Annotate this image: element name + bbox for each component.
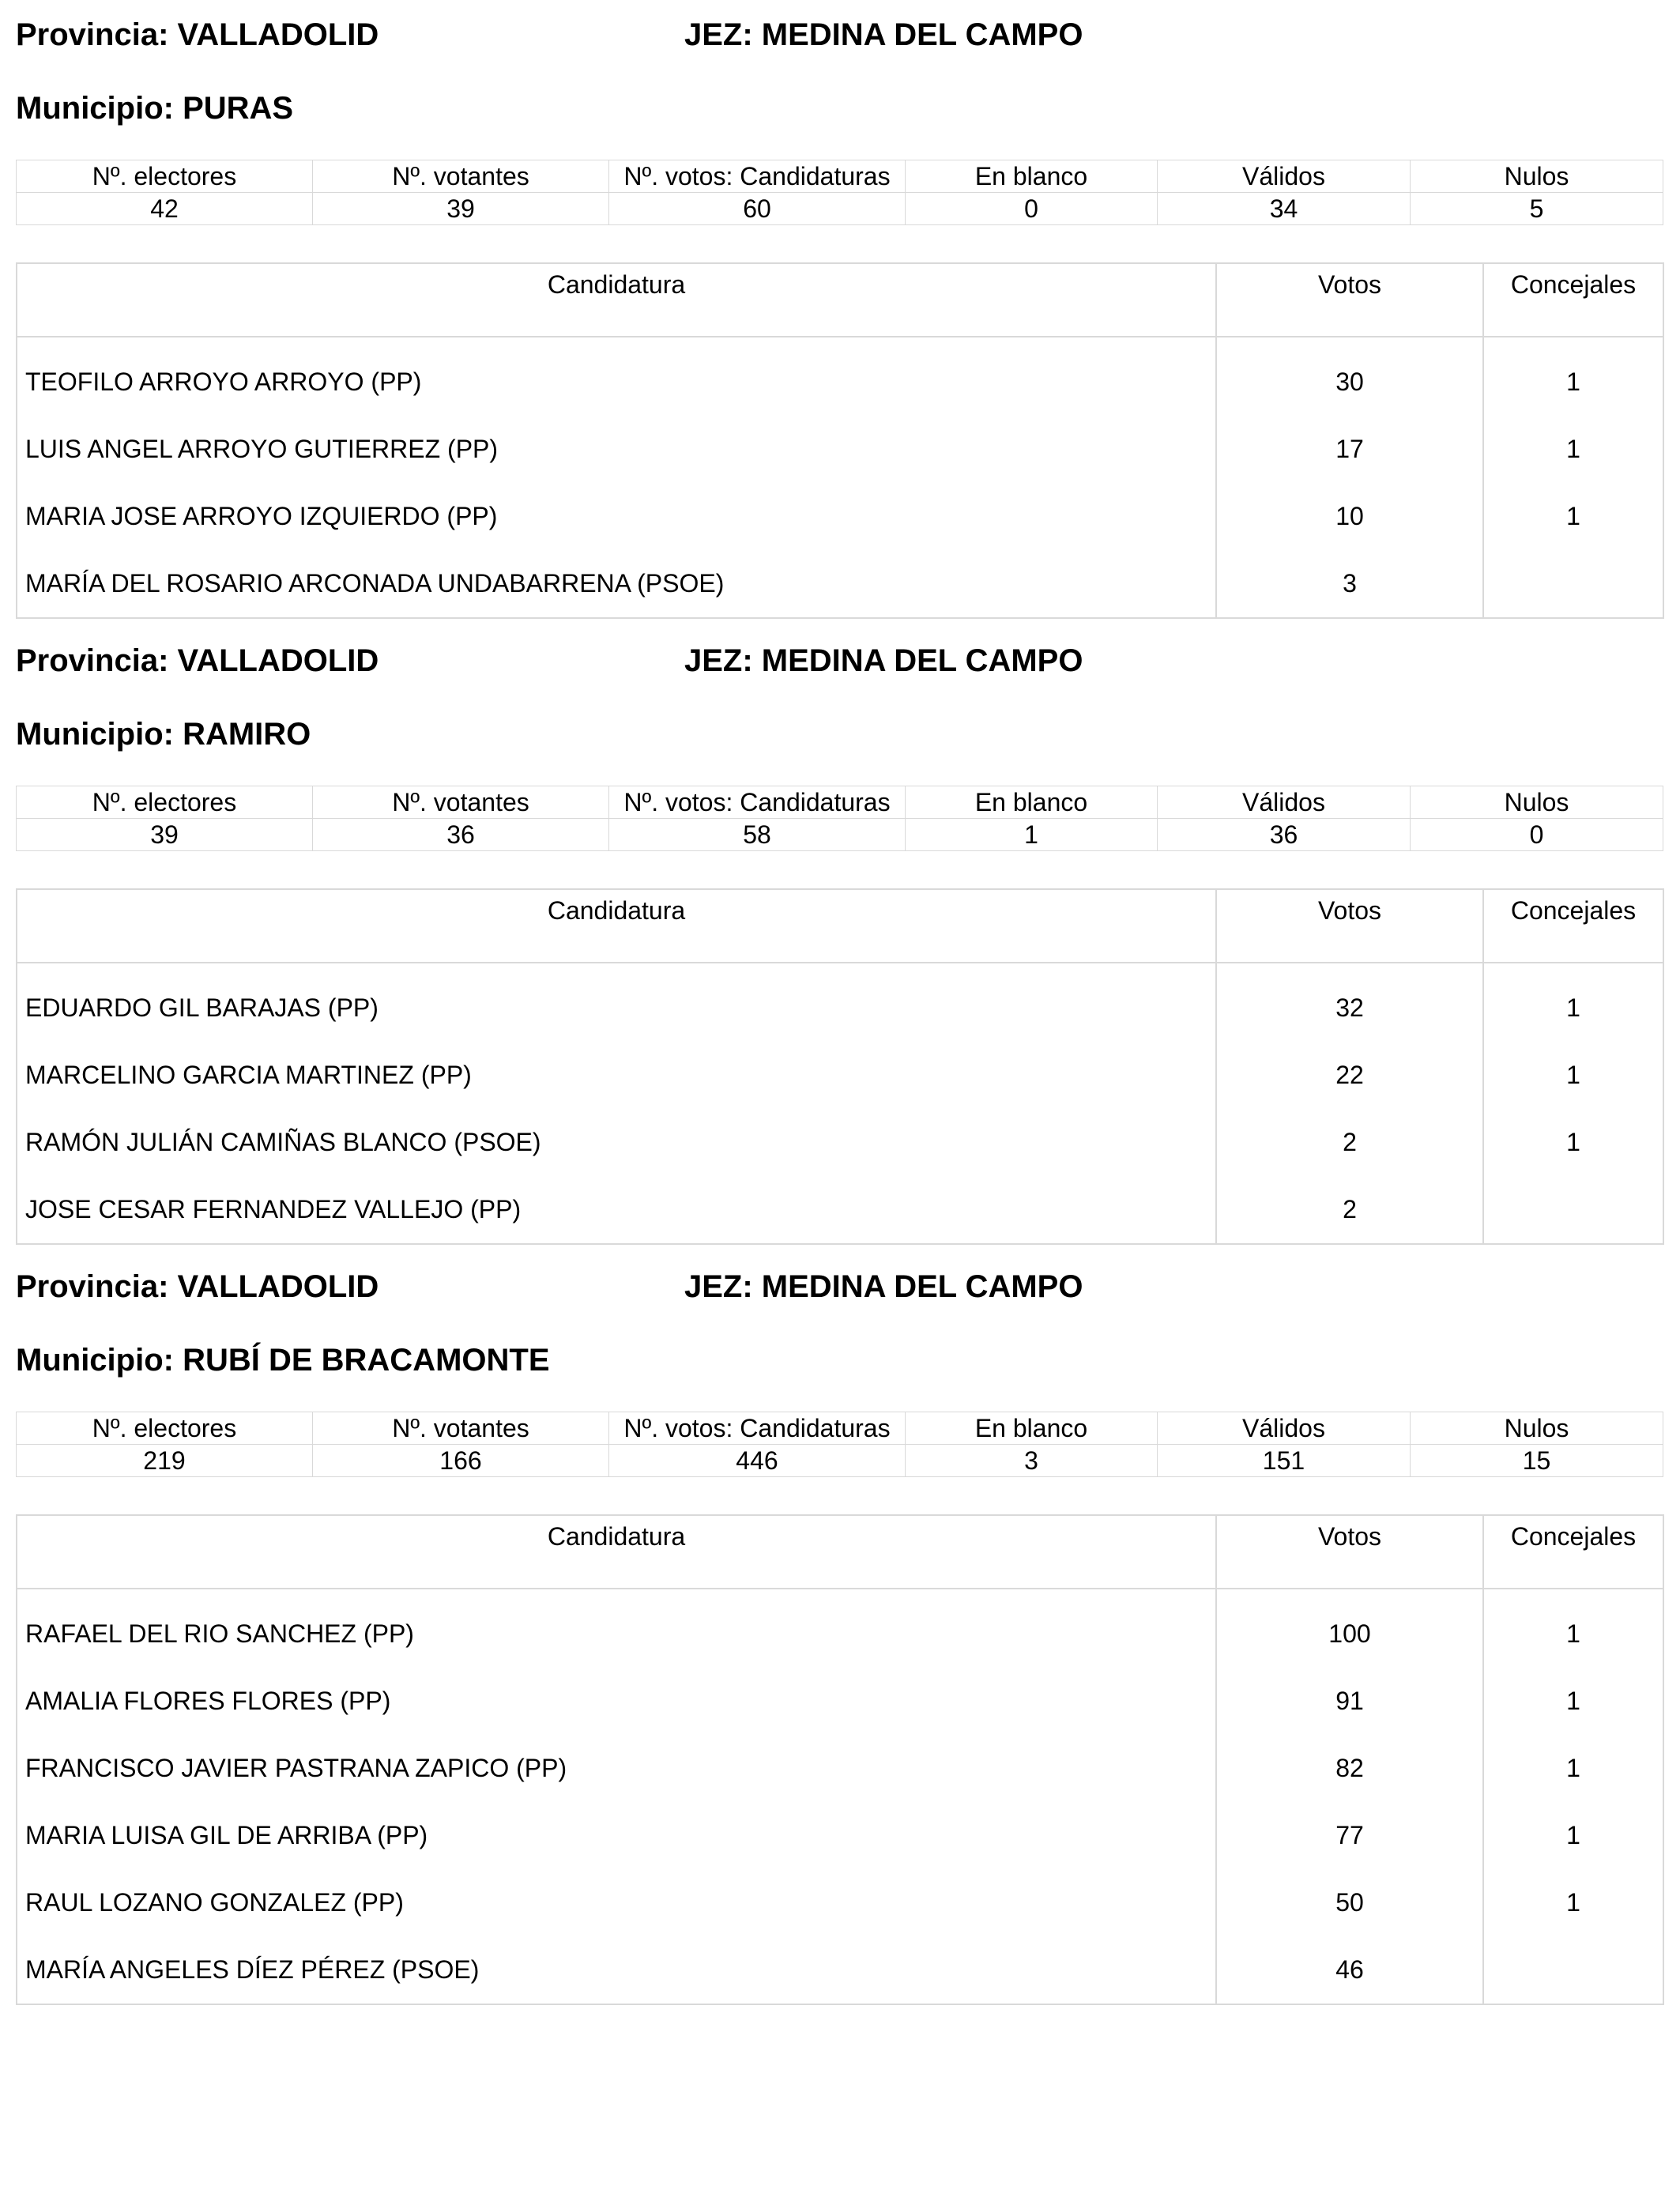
- stats-value-electores: 39: [17, 819, 313, 851]
- candidate-name: MARCELINO GARCIA MARTINEZ (PP): [25, 1061, 472, 1089]
- stats-value-votos-candidaturas: 58: [609, 819, 906, 851]
- stats-header-votantes: Nº. votantes: [313, 1412, 609, 1445]
- concejales-header: Concejales: [1483, 889, 1663, 963]
- table-row: [17, 550, 1663, 618]
- table-row: [17, 1869, 1663, 1936]
- candidates-table: [16, 262, 1664, 619]
- stats-value-row: [17, 193, 1663, 225]
- stats-header-votos-candidaturas: Nº. votos: Candidaturas: [609, 160, 906, 193]
- stats-header-row: [17, 786, 1663, 819]
- provincia-heading: Provincia: VALLADOLID: [16, 643, 379, 678]
- candidate-name: TEOFILO ARROYO ARROYO (PP): [25, 368, 422, 396]
- candidate-concejales: 1: [1483, 1735, 1663, 1802]
- jez-heading: JEZ: MEDINA DEL CAMPO: [684, 17, 1083, 52]
- candidate-votos: 82: [1216, 1735, 1483, 1802]
- candidate-votos: 2: [1216, 1109, 1483, 1176]
- candidate-votos: 32: [1216, 963, 1483, 1042]
- stats-header-votantes: Nº. votantes: [313, 160, 609, 193]
- stats-header-electores: Nº. electores: [17, 786, 313, 819]
- table-row: [17, 1176, 1663, 1244]
- stats-value-nulos: 15: [1411, 1445, 1663, 1477]
- candidate-votos: 50: [1216, 1869, 1483, 1936]
- candidate-name: RAFAEL DEL RIO SANCHEZ (PP): [25, 1619, 414, 1648]
- stats-header-electores: Nº. electores: [17, 1412, 313, 1445]
- stats-value-votantes: 166: [313, 1445, 609, 1477]
- municipio-heading: Municipio: RUBÍ DE BRACAMONTE: [16, 1343, 550, 1378]
- candidates-table: [16, 1514, 1664, 2005]
- candidate-concejales: 1: [1483, 1668, 1663, 1735]
- candidate-concejales: 1: [1483, 1869, 1663, 1936]
- stats-header-validos: Válidos: [1158, 160, 1411, 193]
- concejales-header: Concejales: [1483, 263, 1663, 337]
- candidate-name: JOSE CESAR FERNANDEZ VALLEJO (PP): [25, 1195, 522, 1223]
- candidate-concejales: 1: [1483, 1109, 1663, 1176]
- votos-header: Votos: [1216, 263, 1483, 337]
- stats-value-validos: 36: [1158, 819, 1411, 851]
- jez-heading: JEZ: MEDINA DEL CAMPO: [684, 643, 1083, 678]
- candidates-table: [16, 888, 1664, 1245]
- stats-header-votos-candidaturas: Nº. votos: Candidaturas: [609, 1412, 906, 1445]
- candidate-concejales: 1: [1483, 1802, 1663, 1869]
- candidate-concejales: 1: [1483, 1042, 1663, 1109]
- candidate-votos: 3: [1216, 550, 1483, 618]
- candidatura-header: Candidatura: [17, 1515, 1216, 1589]
- candidate-concejales: 1: [1483, 337, 1663, 416]
- stats-value-votantes: 36: [313, 819, 609, 851]
- table-row: [17, 1936, 1663, 2004]
- candidate-concejales: 1: [1483, 1589, 1663, 1668]
- table-row: [17, 1668, 1663, 1735]
- candidate-name: EDUARDO GIL BARAJAS (PP): [25, 993, 379, 1022]
- candidate-votos: 10: [1216, 483, 1483, 550]
- stats-value-electores: 42: [17, 193, 313, 225]
- candidatura-header: Candidatura: [17, 263, 1216, 337]
- candidate-concejales: 1: [1483, 416, 1663, 483]
- stats-value-electores: 219: [17, 1445, 313, 1477]
- table-row: [17, 1589, 1663, 1668]
- provincia-heading: Provincia: VALLADOLID: [16, 1269, 379, 1304]
- candidate-name: MARÍA DEL ROSARIO ARCONADA UNDABARRENA (PSOE): [25, 569, 725, 598]
- candidate-votos: 77: [1216, 1802, 1483, 1869]
- concejales-header: Concejales: [1483, 1515, 1663, 1589]
- candidate-name: MARIA JOSE ARROYO IZQUIERDO (PP): [25, 502, 498, 530]
- candidatura-header: Candidatura: [17, 889, 1216, 963]
- stats-value-en-blanco: 1: [906, 819, 1158, 851]
- jez-heading: JEZ: MEDINA DEL CAMPO: [684, 1269, 1083, 1304]
- stats-header-en-blanco: En blanco: [906, 1412, 1158, 1445]
- candidate-concejales: [1483, 1176, 1663, 1244]
- candidate-votos: 46: [1216, 1936, 1483, 2004]
- table-row: [17, 963, 1663, 1042]
- stats-value-en-blanco: 3: [906, 1445, 1158, 1477]
- stats-table: [16, 786, 1663, 851]
- candidate-concejales: [1483, 1936, 1663, 2004]
- stats-header-votantes: Nº. votantes: [313, 786, 609, 819]
- municipio-heading: Municipio: PURAS: [16, 91, 294, 126]
- candidate-name: LUIS ANGEL ARROYO GUTIERREZ (PP): [25, 435, 499, 463]
- candidate-votos: 2: [1216, 1176, 1483, 1244]
- stats-value-validos: 34: [1158, 193, 1411, 225]
- stats-value-row: [17, 819, 1663, 851]
- table-row: [17, 1802, 1663, 1869]
- candidate-name: RAUL LOZANO GONZALEZ (PP): [25, 1888, 404, 1917]
- stats-header-votos-candidaturas: Nº. votos: Candidaturas: [609, 786, 906, 819]
- stats-table: [16, 160, 1663, 225]
- stats-value-row: [17, 1445, 1663, 1477]
- table-row: [17, 337, 1663, 416]
- provincia-heading: Provincia: VALLADOLID: [16, 17, 379, 52]
- stats-table: [16, 1412, 1663, 1477]
- stats-header-en-blanco: En blanco: [906, 786, 1158, 819]
- stats-header-electores: Nº. electores: [17, 160, 313, 193]
- candidate-concejales: 1: [1483, 963, 1663, 1042]
- stats-header-validos: Válidos: [1158, 1412, 1411, 1445]
- candidate-votos: 91: [1216, 1668, 1483, 1735]
- candidates-header-row: [17, 263, 1663, 337]
- candidate-votos: 100: [1216, 1589, 1483, 1668]
- stats-value-nulos: 5: [1411, 193, 1663, 225]
- stats-header-validos: Válidos: [1158, 786, 1411, 819]
- votos-header: Votos: [1216, 889, 1483, 963]
- table-row: [17, 416, 1663, 483]
- candidate-name: MARIA LUISA GIL DE ARRIBA (PP): [25, 1821, 428, 1849]
- stats-header-row: [17, 160, 1663, 193]
- stats-header-nulos: Nulos: [1411, 786, 1663, 819]
- candidate-votos: 22: [1216, 1042, 1483, 1109]
- municipio-heading: Municipio: RAMIRO: [16, 717, 311, 752]
- candidate-name: AMALIA FLORES FLORES (PP): [25, 1687, 391, 1715]
- table-row: [17, 483, 1663, 550]
- stats-header-en-blanco: En blanco: [906, 160, 1158, 193]
- stats-value-validos: 151: [1158, 1445, 1411, 1477]
- candidates-header-row: [17, 889, 1663, 963]
- candidate-votos: 17: [1216, 416, 1483, 483]
- candidate-name: MARÍA ANGELES DÍEZ PÉREZ (PSOE): [25, 1955, 480, 1984]
- candidate-concejales: 1: [1483, 483, 1663, 550]
- stats-header-nulos: Nulos: [1411, 1412, 1663, 1445]
- table-row: [17, 1735, 1663, 1802]
- stats-header-row: [17, 1412, 1663, 1445]
- candidate-name: FRANCISCO JAVIER PASTRANA ZAPICO (PP): [25, 1754, 567, 1782]
- stats-value-votantes: 39: [313, 193, 609, 225]
- stats-header-nulos: Nulos: [1411, 160, 1663, 193]
- stats-value-nulos: 0: [1411, 819, 1663, 851]
- candidate-votos: 30: [1216, 337, 1483, 416]
- candidates-header-row: [17, 1515, 1663, 1589]
- table-row: [17, 1042, 1663, 1109]
- stats-value-votos-candidaturas: 60: [609, 193, 906, 225]
- table-row: [17, 1109, 1663, 1176]
- votos-header: Votos: [1216, 1515, 1483, 1589]
- stats-value-en-blanco: 0: [906, 193, 1158, 225]
- candidate-concejales: [1483, 550, 1663, 618]
- stats-value-votos-candidaturas: 446: [609, 1445, 906, 1477]
- candidate-name: RAMÓN JULIÁN CAMIÑAS BLANCO (PSOE): [25, 1128, 541, 1156]
